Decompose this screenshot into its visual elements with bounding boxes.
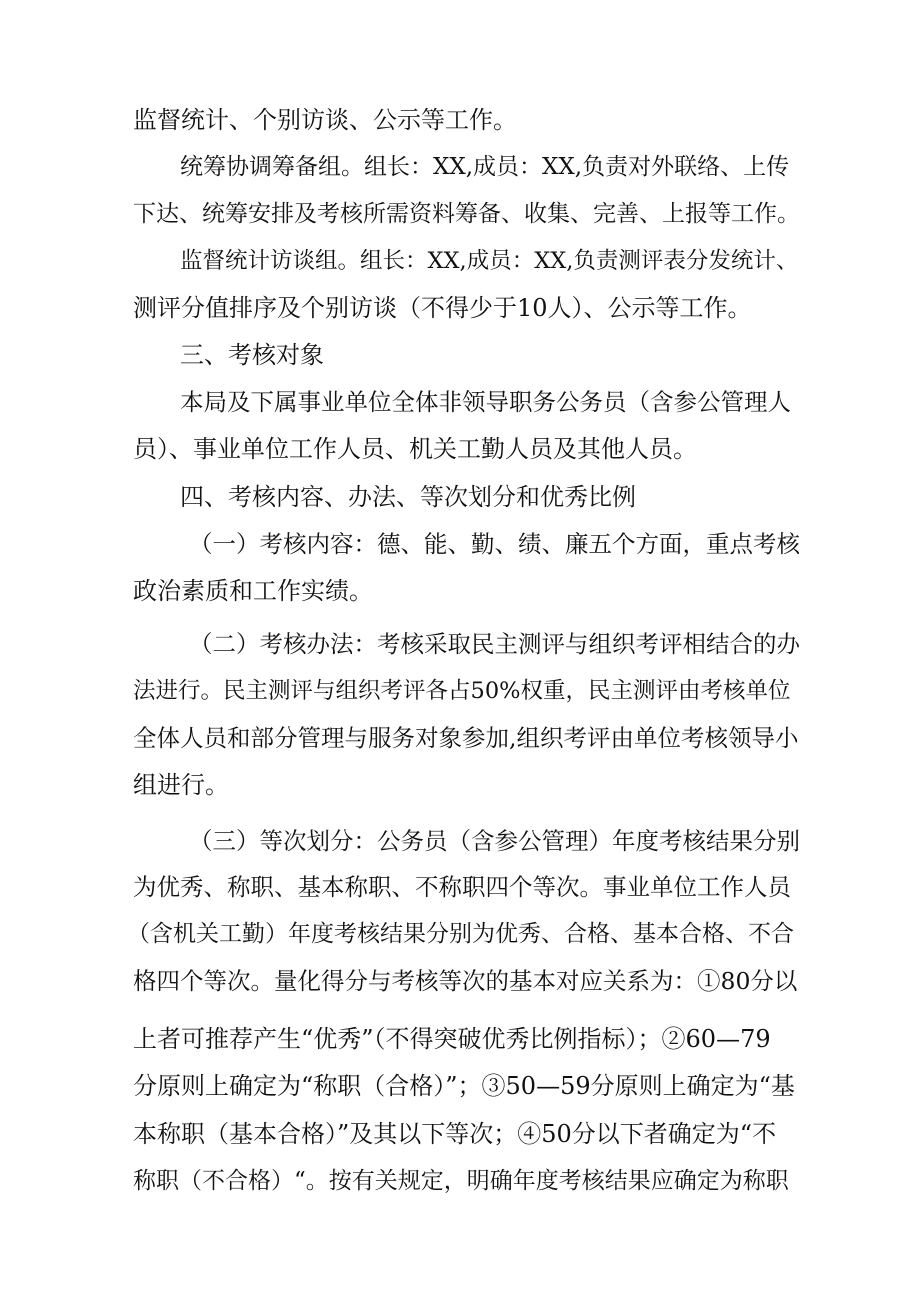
text-segment: 员）、事业单位工作人员、机关工勤人员及其他人员。 (133, 435, 697, 463)
text-line (0, 335, 920, 375)
text-line (0, 867, 920, 907)
text-line (0, 765, 920, 805)
text-line (0, 1114, 920, 1154)
text-segment: （二）考核办法：考核采取民主测评与组织考评相结合的办 (189, 630, 800, 658)
text-line (0, 100, 920, 140)
text-segment: 政治素质和工作实绩。 (133, 577, 373, 605)
text-line (0, 961, 920, 1001)
text-segment: 下达、统筹安排及考核所需资料筹备、收集、完善、上报等工作。 (133, 201, 800, 227)
text-segment: 本称职（基本合格）”及其以下等次；④50分以下者确定为“不 (133, 1120, 777, 1148)
text-line (0, 1066, 920, 1106)
text-line (0, 241, 920, 281)
text-line (0, 524, 920, 564)
text-line (0, 429, 920, 469)
text-line (0, 288, 920, 328)
text-segment: 格四个等次。量化得分与考核等次的基本对应关系为：①80分以 (133, 967, 798, 995)
section-heading: 三、考核对象 (180, 341, 324, 369)
text-line (0, 624, 920, 664)
text-segment: 监督统计、个别访谈、公示等工作。 (133, 106, 517, 134)
text-segment: 称职（不合格）“。按有关规定，明确年度考核结果应确定为称职 (133, 1168, 789, 1194)
text-segment: 为优秀、称职、基本称职、不称职四个等次。事业单位工作人员 (133, 873, 791, 901)
section-heading: 四、考核内容、办法、等次划分和优秀比例 (180, 483, 636, 511)
text-segment: 全体人员和部分管理与服务对象参加,组织考评由单位考核领导小 (133, 724, 799, 752)
text-segment: （含机关工勤）年度考核结果分别为优秀、合格、基本合格、不合 (127, 921, 794, 947)
text-line (0, 477, 920, 517)
text-segment: 统筹协调筹备组。组长：XX,成员：XX,负责对外联络、上传 (180, 154, 790, 180)
text-line (0, 1019, 920, 1059)
text-line (0, 914, 920, 954)
text-segment: 本局及下属事业单位全体非领导职务公务员（含参公管理人 (180, 388, 791, 416)
text-segment: 监督统计访谈组。组长：XX,成员：XX,负责测评表分发统计、 (180, 248, 799, 274)
text-line (0, 671, 920, 711)
text-line (0, 1161, 920, 1201)
text-segment: 测评分值排序及个别访谈（不得少于10人）、公示等工作。 (133, 294, 752, 322)
text-segment: 上者可推荐产生“优秀”（不得突破优秀比例指标）；②60—79 (133, 1025, 771, 1053)
text-line (0, 718, 920, 758)
text-segment: 分原则上确定为“称职（合格）”；③50—59分原则上确定为“基 (133, 1072, 795, 1100)
text-line (0, 147, 920, 187)
text-line (0, 821, 920, 861)
text-segment: （一）考核内容：德、能、勤、绩、廉五个方面，重点考核 (189, 530, 800, 558)
text-segment: 组进行。 (133, 771, 229, 799)
text-line (0, 194, 920, 234)
text-line (0, 382, 920, 422)
text-segment: （三）等次划分：公务员（含参公管理）年度考核结果分别 (189, 827, 800, 855)
text-line (0, 571, 920, 611)
text-segment: 法进行。民主测评与组织考评各占50%权重，民主测评由考核单位 (133, 678, 791, 704)
